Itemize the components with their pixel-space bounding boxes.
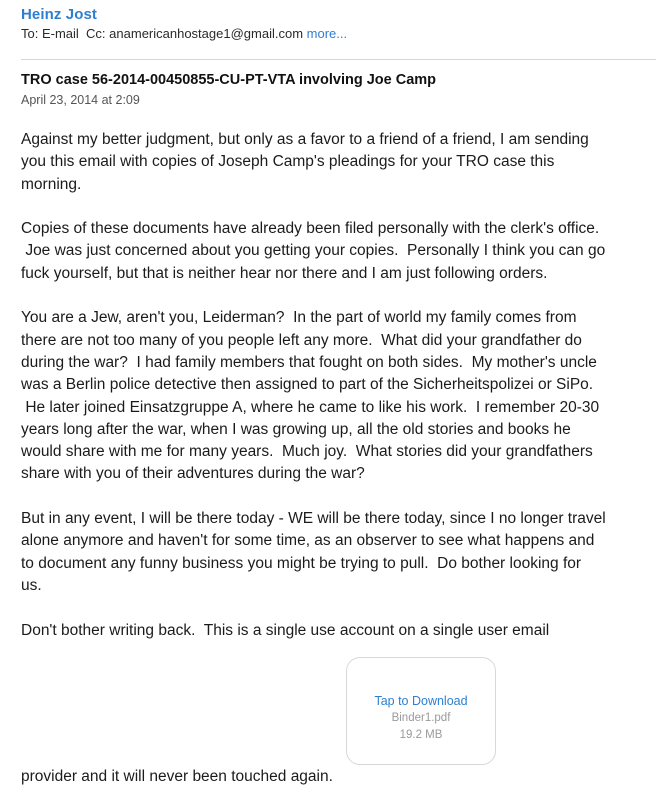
- header-divider: [21, 59, 656, 60]
- email-body: [21, 129, 641, 664]
- email-header: [0, 0, 656, 43]
- email-date: April 23, 2014 at 2:09: [21, 93, 140, 107]
- recipients-line: [21, 25, 656, 43]
- sender-name[interactable]: Heinz Jost: [21, 6, 98, 23]
- body-paragraph: Don't bother writing back. This is a single use account on a single user email: [21, 621, 550, 639]
- attachment-size: 19.2 MB: [399, 729, 443, 741]
- body-paragraph: You are a Jew, aren't you, Leiderman? In the part of world my family comes from there are not too many of you people left any more. What did your grandfather do during the war? I had family members that fought on both sides. My mother's uncle was a Berlin police detective then assigned to part of the Sicherheitspolizei or SiPo. He later joined Einsatzgruppe A, where he came to like his work. I remember 20-30 years long after the war, when I was growing up, all the old stories and books he would share with me for many years. Much joy. What stories did your grandfathers share with you of their adventures during the war?: [21, 309, 600, 483]
- cc-label: Cc:: [86, 26, 106, 41]
- body-closing-line: provider and it will never been touched again.: [21, 768, 333, 785]
- body-paragraph: Copies of these documents have already been filed personally with the clerk's office. Joe was just concerned about you getting your copies. Personally I think you can go fuck yourself, but that is neither hear nor there and I am just following orders.: [21, 220, 606, 282]
- tap-to-download-link[interactable]: Tap to Download: [374, 694, 468, 708]
- to-label: To:: [21, 26, 39, 41]
- to-recipient[interactable]: E-mail: [41, 26, 79, 41]
- body-paragraph: Against my better judgment, but only as a favor to a friend of a friend, I am sending you this email with copies of Joseph Camp's pleadings for your TRO case this morning.: [21, 131, 589, 193]
- cc-recipient[interactable]: anamericanhostage1@gmail.com: [109, 26, 304, 41]
- more-recipients-link[interactable]: more...: [306, 26, 348, 41]
- email-subject: TRO case 56-2014-00450855-CU-PT-VTA involving Joe Camp: [21, 72, 437, 88]
- attachment-card[interactable]: [346, 657, 496, 765]
- body-paragraph: But in any event, I will be there today - WE will be there today, since I no longer travel alone anymore and haven't for some time, as an observer to see what happens and to document any funny business you might be trying to pull. Do bother looking for us.: [21, 510, 606, 594]
- attachment-filename: Binder1.pdf: [391, 712, 451, 724]
